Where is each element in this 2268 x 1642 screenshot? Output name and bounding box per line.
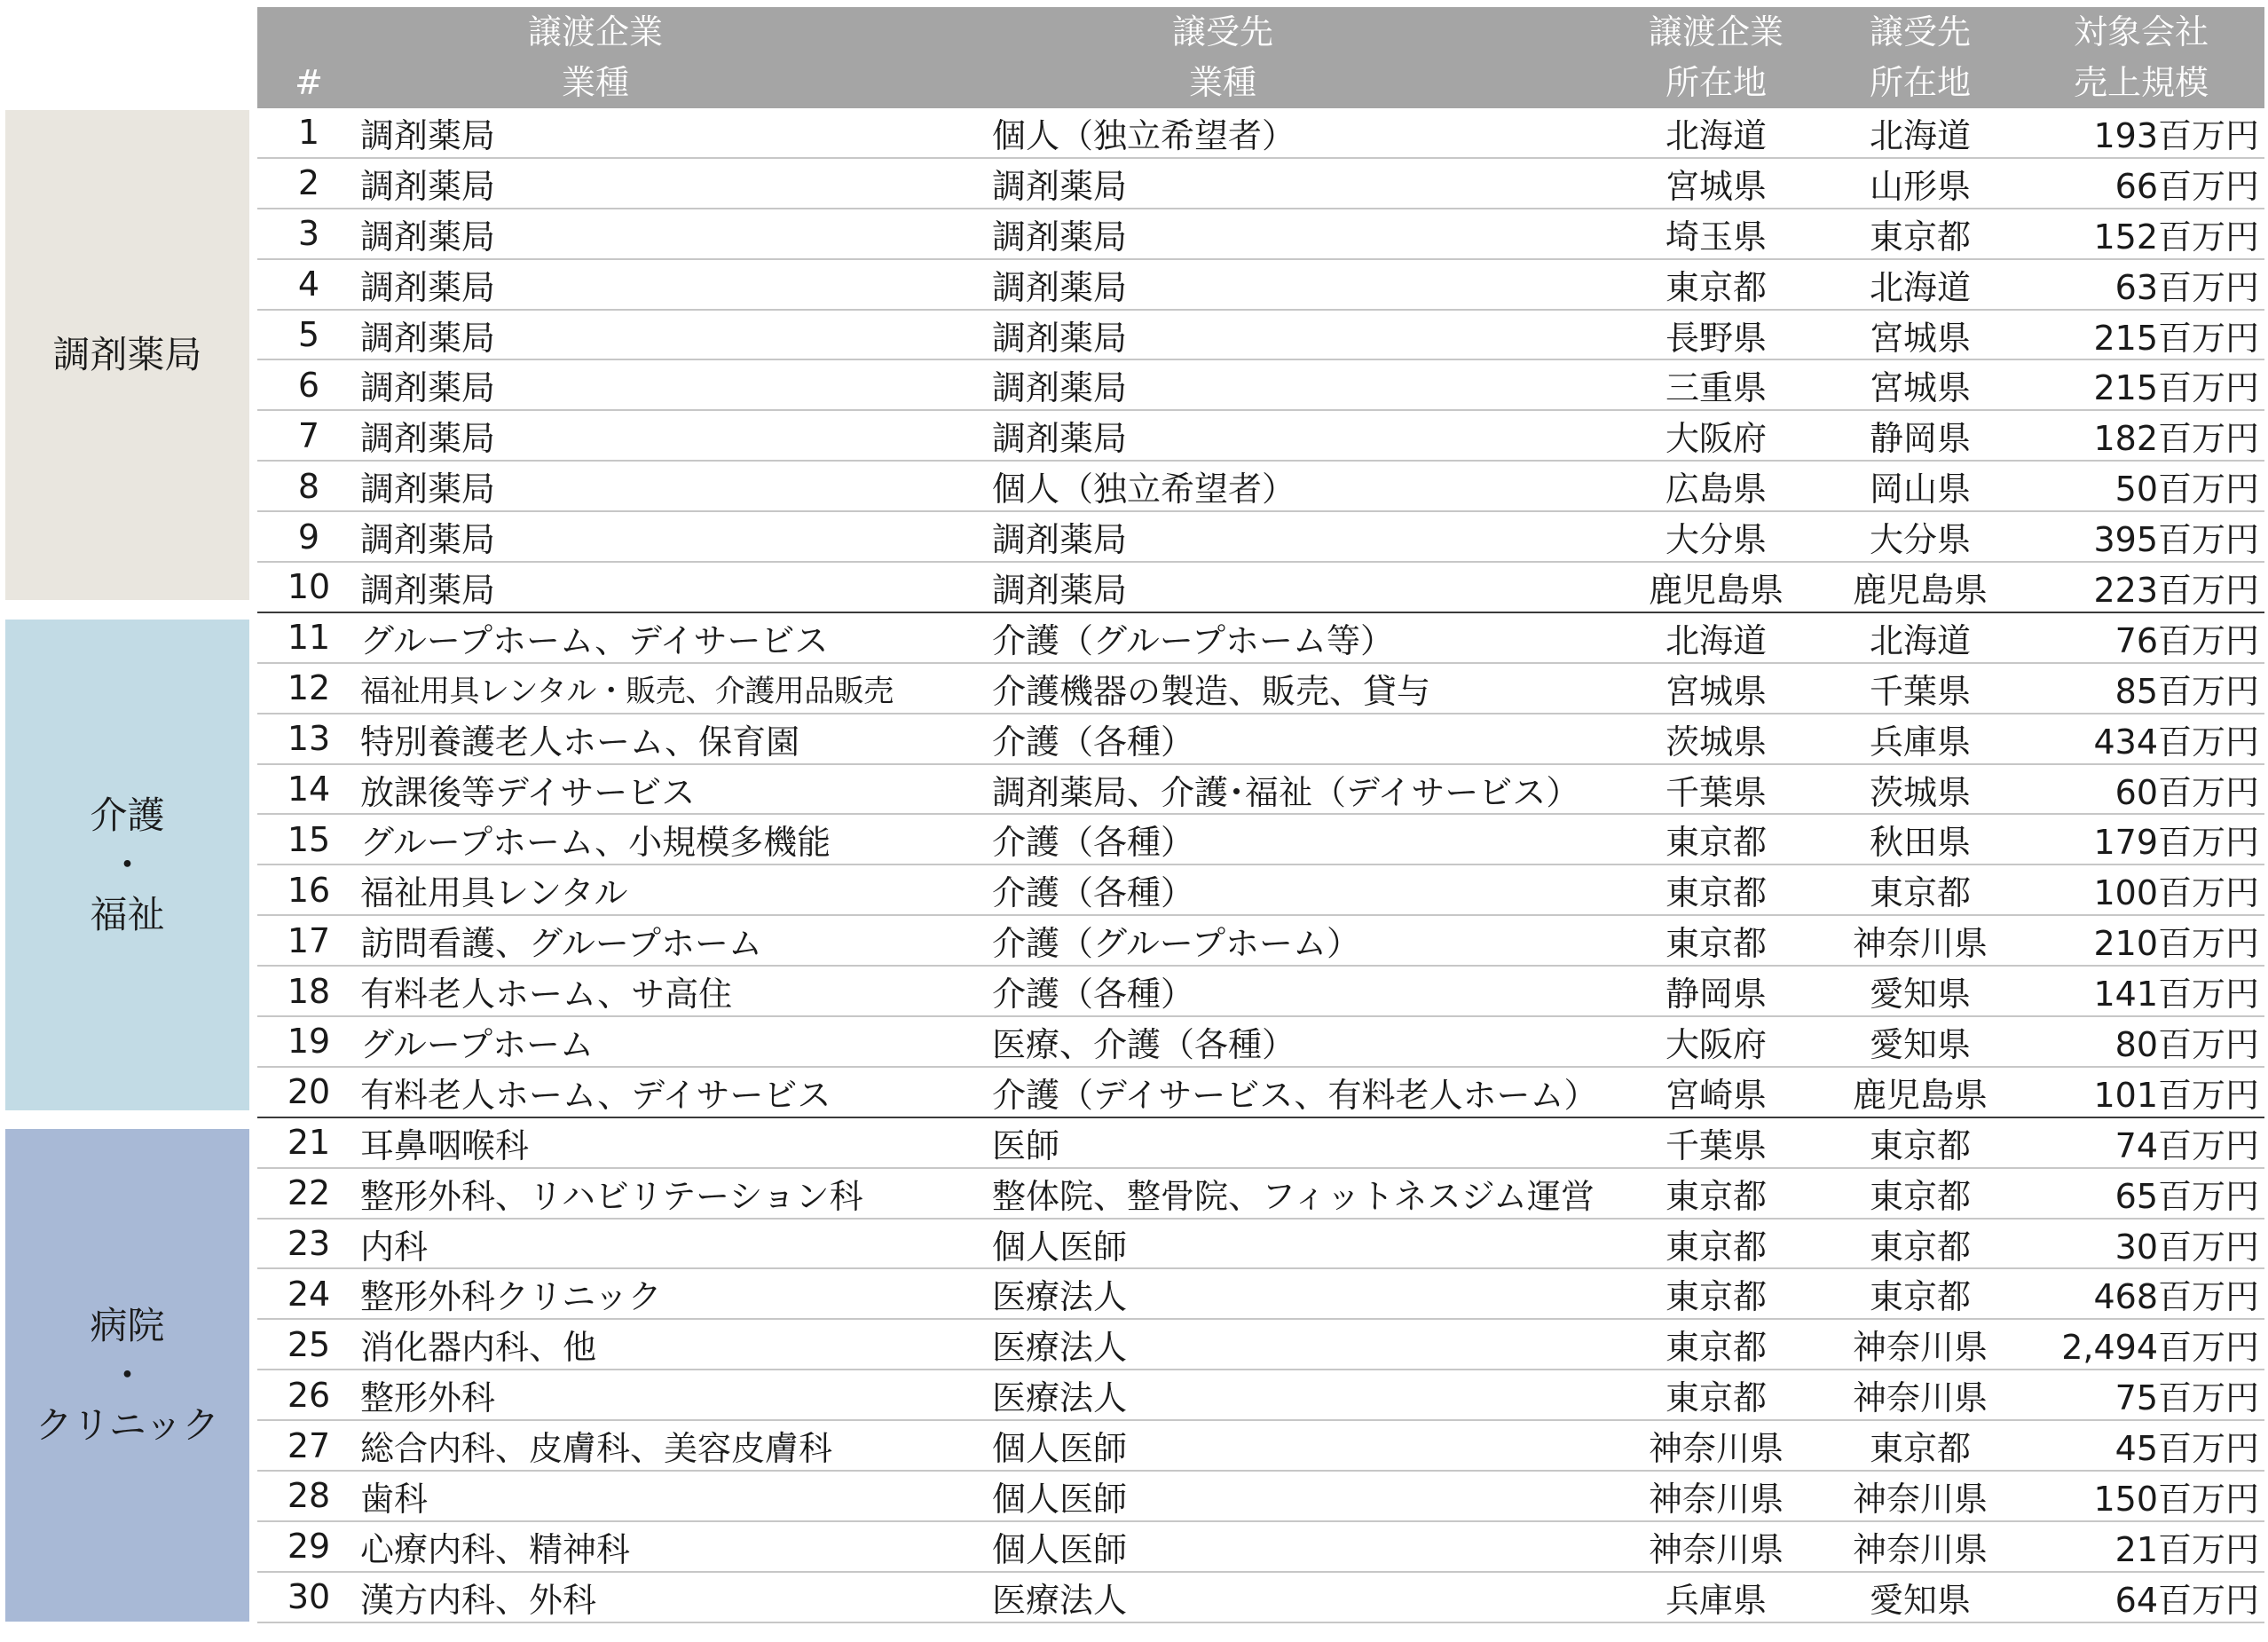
sales-cell: 21百万円	[2114, 1529, 2259, 1569]
seller-industry-cell: 調剤薬局	[360, 115, 496, 155]
seller-industry-cell: 調剤薬局	[360, 520, 496, 560]
seller-industry-cell: 心療内科、精神科	[360, 1529, 631, 1569]
row-number: 10	[287, 567, 331, 607]
buyer-industry-cell: 介護（各種）	[992, 722, 1195, 762]
table-row	[257, 360, 2264, 411]
header-line-1: 譲渡企業	[527, 12, 663, 51]
table-row	[257, 512, 2264, 563]
table-row	[257, 865, 2264, 916]
table-row	[257, 1472, 2264, 1522]
seller-industry-cell: 調剤薬局	[360, 166, 496, 206]
seller-location-cell: 三重県	[1665, 368, 1767, 408]
header-sales	[2023, 7, 2259, 108]
section-label-text: 病院 ・ クリニック	[35, 1303, 220, 1447]
section-label-hospital-clinic	[5, 1129, 249, 1622]
buyer-industry-cell: 介護（各種）	[992, 823, 1195, 863]
row-number: 22	[287, 1173, 331, 1213]
table-row	[257, 765, 2264, 816]
buyer-location-cell: 東京都	[1869, 1125, 1971, 1165]
buyer-location-cell: 東京都	[1869, 1176, 1971, 1216]
row-number: 13	[287, 719, 331, 759]
row-number: 3	[297, 214, 320, 254]
buyer-location-cell: 神奈川県	[1852, 1480, 1988, 1519]
seller-location-cell: 東京都	[1665, 1378, 1767, 1418]
sales-cell: 76百万円	[2114, 620, 2259, 660]
seller-industry-cell: 整形外科、リハビリテーション科	[360, 1176, 863, 1216]
sales-cell: 85百万円	[2114, 671, 2259, 711]
seller-location-cell: 広島県	[1665, 470, 1767, 509]
sales-cell: 65百万円	[2114, 1176, 2259, 1216]
sales-cell: 75百万円	[2114, 1378, 2259, 1418]
row-number: 4	[297, 264, 320, 304]
table-row	[257, 1269, 2264, 1320]
row-number: 20	[287, 1072, 331, 1112]
buyer-location-cell: 鹿児島県	[1852, 1075, 1988, 1115]
section-label-nursing-welfare	[5, 620, 249, 1110]
buyer-location-cell: 神奈川県	[1852, 1529, 1988, 1569]
buyer-industry-cell: 調剤薬局	[992, 267, 1128, 307]
sales-cell: 179百万円	[2093, 823, 2259, 863]
buyer-location-cell: 東京都	[1869, 1227, 1971, 1267]
row-number: 23	[287, 1224, 331, 1264]
header-line-2: 業種	[561, 63, 629, 102]
sales-cell: 193百万円	[2093, 115, 2259, 155]
seller-industry-cell: グループホーム、デイサービス	[360, 620, 829, 660]
table-row	[257, 1573, 2264, 1623]
seller-location-cell: 東京都	[1665, 823, 1767, 863]
seller-industry-cell: 放課後等デイサービス	[360, 772, 696, 812]
seller-location-cell: 神奈川県	[1648, 1429, 1784, 1469]
buyer-industry-cell: 個人（独立希望者）	[992, 115, 1296, 155]
buyer-industry-cell: 医療法人	[992, 1277, 1128, 1317]
buyer-location-cell: 北海道	[1869, 267, 1971, 307]
table-row	[257, 664, 2264, 714]
row-number: 11	[287, 618, 331, 658]
sales-cell: 150百万円	[2093, 1480, 2259, 1519]
row-number: 26	[287, 1375, 331, 1415]
row-number: 17	[287, 920, 331, 960]
buyer-industry-cell: 整体院、整骨院、フィットネスジム運営	[992, 1176, 1595, 1216]
row-number: 9	[297, 517, 320, 557]
sales-cell: 141百万円	[2093, 975, 2259, 1014]
seller-industry-cell: 訪問看護、グループホーム	[360, 924, 762, 964]
header-line-2: 所在地	[1869, 63, 1971, 102]
table-row	[257, 159, 2264, 209]
buyer-industry-cell: 調剤薬局	[992, 166, 1128, 206]
seller-location-cell: 長野県	[1665, 318, 1767, 358]
row-number: 14	[287, 770, 331, 809]
table-row	[257, 1522, 2264, 1573]
seller-location-cell: 東京都	[1665, 267, 1767, 307]
row-number: 30	[287, 1577, 331, 1617]
buyer-industry-cell: 個人医師	[992, 1529, 1128, 1569]
buyer-industry-cell: 医療法人	[992, 1378, 1128, 1418]
buyer-industry-cell: 介護（グループホーム等）	[992, 620, 1394, 660]
section-label-pharmacy	[5, 110, 249, 600]
buyer-industry-cell: 個人（独立希望者）	[992, 470, 1296, 509]
buyer-location-cell: 静岡県	[1869, 419, 1971, 459]
row-number: 19	[287, 1022, 331, 1062]
buyer-industry-cell: 個人医師	[992, 1480, 1128, 1519]
header-seller-industry	[360, 7, 831, 108]
table-row	[257, 1017, 2264, 1068]
seller-location-cell: 東京都	[1665, 1277, 1767, 1317]
table-row	[257, 815, 2264, 865]
buyer-location-cell: 茨城県	[1869, 772, 1971, 812]
buyer-industry-cell: 医療法人	[992, 1580, 1128, 1620]
sales-cell: 223百万円	[2093, 570, 2259, 610]
buyer-location-cell: 東京都	[1869, 217, 1971, 257]
row-number: 24	[287, 1274, 331, 1314]
header-line-1: 譲受先	[1171, 12, 1273, 51]
seller-industry-cell: 福祉用具レンタル・販売、介護用品販売	[360, 673, 894, 709]
seller-industry-cell: 消化器内科、他	[360, 1328, 597, 1368]
sales-cell: 64百万円	[2114, 1580, 2259, 1620]
sales-cell: 210百万円	[2093, 924, 2259, 964]
buyer-industry-cell: 調剤薬局	[992, 318, 1128, 358]
row-number: 16	[287, 870, 331, 910]
deal-table	[257, 7, 2264, 1623]
seller-location-cell: 東京都	[1665, 1328, 1767, 1368]
buyer-location-cell: 大分県	[1869, 520, 1971, 560]
row-number: 5	[297, 315, 320, 354]
buyer-location-cell: 秋田県	[1869, 823, 1971, 863]
seller-industry-cell: 漢方内科、外科	[360, 1580, 597, 1620]
seller-location-cell: 千葉県	[1665, 1125, 1767, 1165]
seller-industry-cell: 調剤薬局	[360, 470, 496, 509]
sales-cell: 101百万円	[2093, 1075, 2259, 1115]
sales-cell: 215百万円	[2093, 368, 2259, 408]
seller-industry-cell: 福祉用具レンタル	[360, 873, 628, 913]
table-row	[257, 563, 2264, 613]
table-row	[257, 411, 2264, 462]
seller-industry-cell: 特別養護老人ホーム、保育園	[360, 722, 800, 762]
seller-location-cell: 東京都	[1665, 1176, 1767, 1216]
buyer-location-cell: 宮城県	[1869, 318, 1971, 358]
seller-location-cell: 大阪府	[1665, 1024, 1767, 1064]
header-buyer-location	[1819, 7, 2021, 108]
seller-location-cell: 東京都	[1665, 924, 1767, 964]
buyer-location-cell: 愛知県	[1869, 1580, 1971, 1620]
row-number: 15	[287, 819, 331, 859]
seller-industry-cell: 総合内科、皮膚科、美容皮膚科	[360, 1429, 833, 1469]
sales-cell: 395百万円	[2093, 520, 2259, 560]
buyer-industry-cell: 介護（各種）	[992, 873, 1195, 913]
header-line-2: 売上規模	[2073, 63, 2209, 102]
seller-industry-cell: 整形外科	[360, 1378, 496, 1418]
buyer-industry-cell: 医療法人	[992, 1328, 1128, 1368]
sales-cell: 66百万円	[2114, 166, 2259, 206]
buyer-industry-cell: 調剤薬局	[992, 419, 1128, 459]
seller-location-cell: 北海道	[1665, 620, 1767, 660]
seller-industry-cell: グループホーム、小規模多機能	[360, 823, 831, 863]
buyer-location-cell: 兵庫県	[1869, 722, 1971, 762]
buyer-industry-cell: 医療、介護（各種）	[992, 1024, 1296, 1064]
seller-location-cell: 埼玉県	[1665, 217, 1767, 257]
table-row	[257, 967, 2264, 1017]
section-label-text: 調剤薬局	[52, 333, 202, 376]
sales-cell: 30百万円	[2114, 1227, 2259, 1267]
row-number: 1	[297, 113, 320, 153]
table-row	[257, 613, 2264, 664]
header-num-text: #	[295, 63, 323, 102]
buyer-industry-cell: 個人医師	[992, 1227, 1128, 1267]
seller-industry-cell: 調剤薬局	[360, 570, 496, 610]
seller-industry-cell: 耳鼻咽喉科	[360, 1125, 530, 1165]
buyer-location-cell: 岡山県	[1869, 470, 1971, 509]
buyer-location-cell: 神奈川県	[1852, 1378, 1988, 1418]
buyer-industry-cell: 調剤薬局、介護･福祉（デイサービス）	[992, 772, 1580, 812]
seller-industry-cell: 有料老人ホーム、サ高住	[360, 975, 733, 1014]
table-row	[257, 311, 2264, 361]
buyer-industry-cell: 調剤薬局	[992, 368, 1128, 408]
table-row	[257, 916, 2264, 967]
sales-cell: 182百万円	[2093, 419, 2259, 459]
buyer-industry-cell: 調剤薬局	[992, 520, 1128, 560]
sales-cell: 152百万円	[2093, 217, 2259, 257]
buyer-location-cell: 東京都	[1869, 873, 1971, 913]
buyer-location-cell: 神奈川県	[1852, 924, 1988, 964]
seller-location-cell: 千葉県	[1665, 772, 1767, 812]
seller-industry-cell: 内科	[360, 1227, 429, 1267]
row-number: 27	[287, 1425, 331, 1465]
seller-location-cell: 北海道	[1665, 115, 1767, 155]
section-label-text: 介護 ・ 福祉	[90, 793, 165, 936]
seller-location-cell: 宮崎県	[1665, 1075, 1767, 1115]
sales-cell: 60百万円	[2114, 772, 2259, 812]
seller-location-cell: 宮城県	[1665, 166, 1767, 206]
seller-industry-cell: 有料老人ホーム、デイサービス	[360, 1075, 831, 1115]
header-line-1: 譲渡企業	[1648, 12, 1784, 51]
sales-cell: 63百万円	[2114, 267, 2259, 307]
seller-location-cell: 宮城県	[1665, 671, 1767, 711]
sales-cell: 50百万円	[2114, 470, 2259, 509]
row-number: 2	[297, 163, 320, 203]
seller-industry-cell: 調剤薬局	[360, 419, 496, 459]
row-number: 7	[297, 415, 320, 455]
buyer-industry-cell: 個人医師	[992, 1429, 1128, 1469]
seller-location-cell: 東京都	[1665, 1227, 1767, 1267]
seller-location-cell: 神奈川県	[1648, 1480, 1784, 1519]
table-row	[257, 1169, 2264, 1220]
seller-location-cell: 茨城県	[1665, 722, 1767, 762]
buyer-location-cell: 愛知県	[1869, 975, 1971, 1014]
sales-cell: 434百万円	[2093, 722, 2259, 762]
seller-industry-cell: 整形外科クリニック	[360, 1277, 662, 1317]
header-buyer-industry	[992, 7, 1453, 108]
seller-industry-cell: 調剤薬局	[360, 267, 496, 307]
seller-industry-cell: グループホーム	[360, 1024, 594, 1064]
row-number: 25	[287, 1324, 331, 1364]
header-seller-location	[1615, 7, 1817, 108]
row-number: 28	[287, 1476, 331, 1516]
seller-industry-cell: 調剤薬局	[360, 217, 496, 257]
table-row	[257, 1421, 2264, 1472]
sales-cell: 215百万円	[2093, 318, 2259, 358]
seller-location-cell: 静岡県	[1665, 975, 1767, 1014]
buyer-location-cell: 神奈川県	[1852, 1328, 1988, 1368]
buyer-location-cell: 東京都	[1869, 1277, 1971, 1317]
buyer-industry-cell: 医師	[992, 1125, 1060, 1165]
buyer-industry-cell: 調剤薬局	[992, 217, 1128, 257]
header-line-1: 譲受先	[1869, 12, 1971, 51]
seller-location-cell: 大分県	[1665, 520, 1767, 560]
table-row	[257, 108, 2264, 159]
buyer-location-cell: 東京都	[1869, 1429, 1971, 1469]
sales-cell: 45百万円	[2114, 1429, 2259, 1469]
table-row	[257, 714, 2264, 765]
seller-location-cell: 鹿児島県	[1648, 570, 1784, 610]
sales-cell: 2,494百万円	[2061, 1328, 2259, 1368]
table-header	[257, 7, 2264, 108]
row-number: 8	[297, 466, 320, 506]
seller-location-cell: 大阪府	[1665, 419, 1767, 459]
header-num	[257, 7, 360, 108]
sales-cell: 74百万円	[2114, 1125, 2259, 1165]
buyer-location-cell: 千葉県	[1869, 671, 1971, 711]
buyer-location-cell: 愛知県	[1869, 1024, 1971, 1064]
sales-cell: 468百万円	[2093, 1277, 2259, 1317]
row-number: 6	[297, 365, 320, 405]
seller-location-cell: 東京都	[1665, 873, 1767, 913]
table-row	[257, 1068, 2264, 1118]
table-row	[257, 209, 2264, 260]
sales-cell: 80百万円	[2114, 1024, 2259, 1064]
row-number: 18	[287, 971, 331, 1011]
buyer-location-cell: 山形県	[1869, 166, 1971, 206]
buyer-location-cell: 北海道	[1869, 620, 1971, 660]
table-row	[257, 1320, 2264, 1370]
header-line-1: 対象会社	[2073, 12, 2209, 51]
seller-location-cell: 兵庫県	[1665, 1580, 1767, 1620]
table-row	[257, 1220, 2264, 1270]
buyer-industry-cell: 調剤薬局	[992, 570, 1128, 610]
sales-cell: 100百万円	[2093, 873, 2259, 913]
header-line-2: 所在地	[1665, 63, 1767, 102]
seller-industry-cell: 調剤薬局	[360, 368, 496, 408]
buyer-industry-cell: 介護（デイサービス、有料老人ホーム）	[992, 1075, 1598, 1115]
buyer-location-cell: 宮城県	[1869, 368, 1971, 408]
table-row	[257, 1118, 2264, 1169]
header-line-2: 業種	[1188, 63, 1256, 102]
row-number: 21	[287, 1123, 331, 1163]
buyer-industry-cell: 介護（各種）	[992, 975, 1195, 1014]
row-number: 12	[287, 668, 331, 708]
row-number: 29	[287, 1527, 331, 1567]
buyer-location-cell: 鹿児島県	[1852, 570, 1988, 610]
buyer-location-cell: 北海道	[1869, 115, 1971, 155]
buyer-industry-cell: 介護機器の製造、販売、貸与	[992, 671, 1431, 711]
seller-location-cell: 神奈川県	[1648, 1529, 1784, 1569]
table-row	[257, 462, 2264, 512]
table-row	[257, 260, 2264, 311]
table-body	[257, 108, 2264, 1623]
table-row	[257, 1370, 2264, 1421]
seller-industry-cell: 歯科	[360, 1480, 429, 1519]
buyer-industry-cell: 介護（グループホーム）	[992, 924, 1360, 964]
seller-industry-cell: 調剤薬局	[360, 318, 496, 358]
